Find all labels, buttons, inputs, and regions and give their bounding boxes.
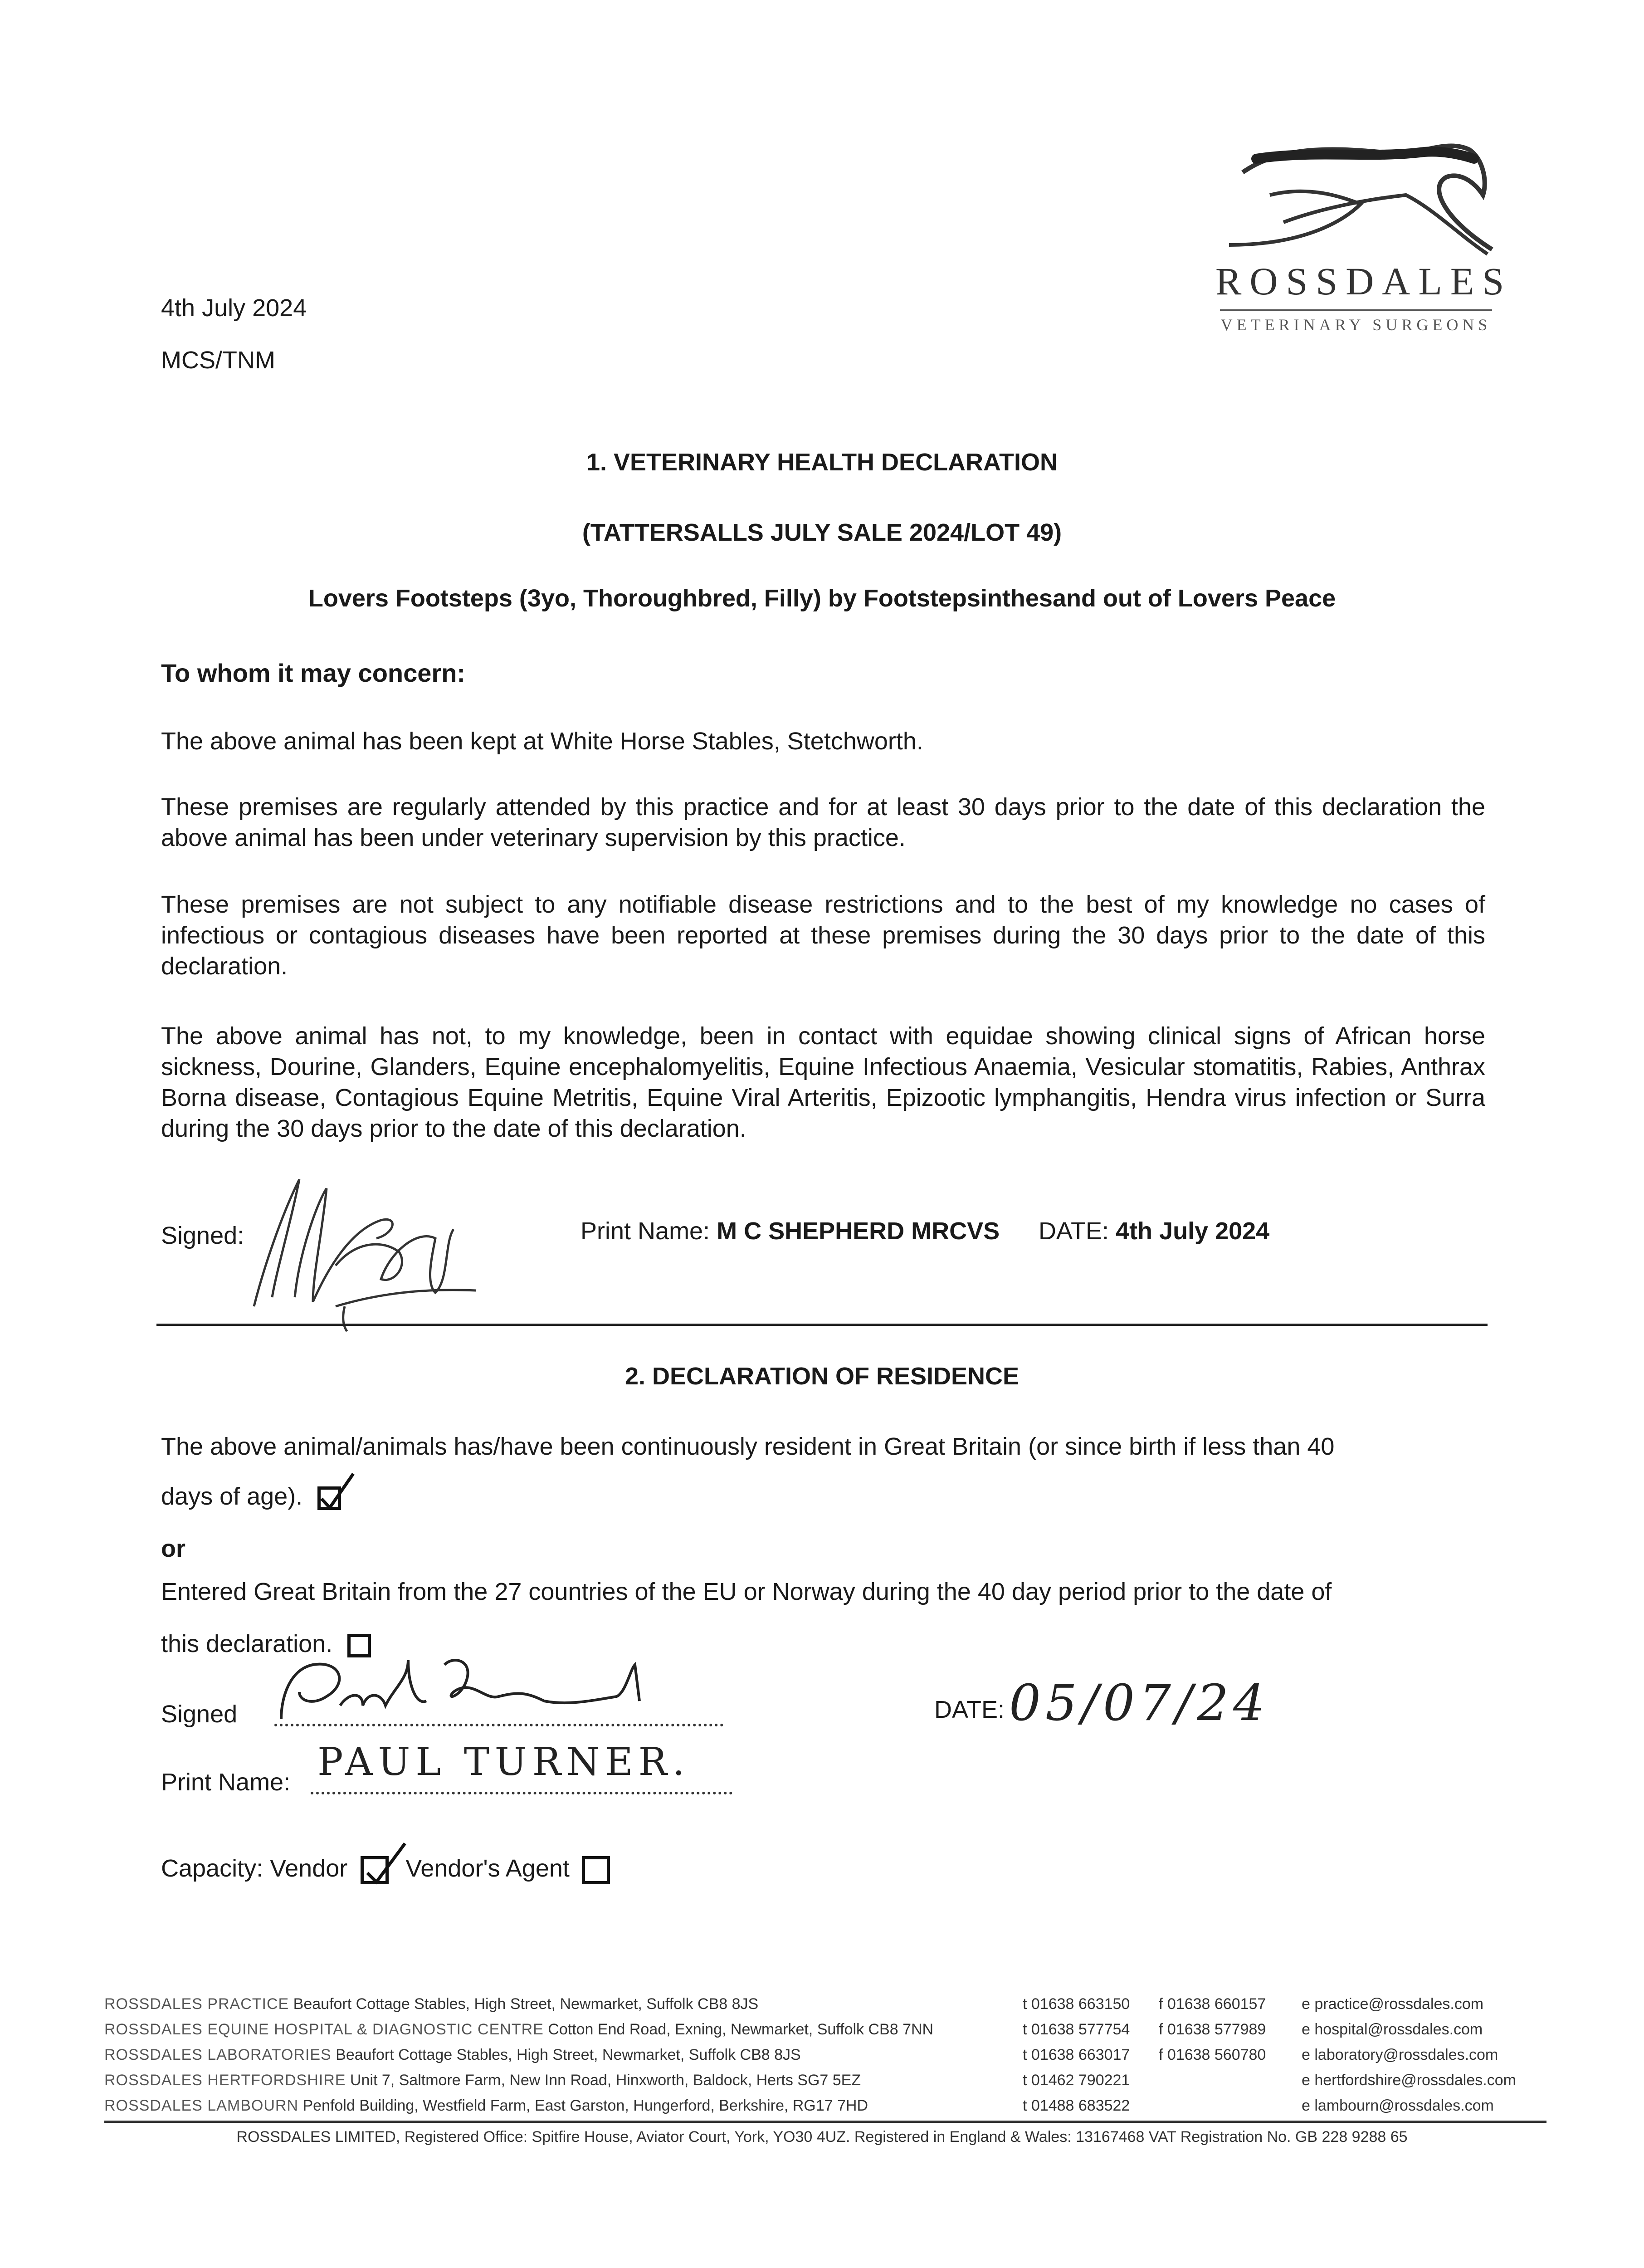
vendor-date-label: DATE: bbox=[934, 1696, 1005, 1723]
footer-phone: t 01638 663150 bbox=[1023, 1995, 1130, 2013]
paragraph-4: The above animal has not, to my knowledge, been in contact with equidae showing clinical signs of African horse sickness, Dourine, Glanders, Equine encephalomyelitis, Equine Infectious Anaemia, Vesicular stomatitis, Rabies, Anthrax Borna disease, Contagious Equine Metritis, Equine Viral Arteritis, Epizootic lymphangitis, Hendra virus infection or Surra during the 30 days prior to the date of this declaration. bbox=[161, 1022, 1485, 1142]
vendor-print-name-label: Print Name: bbox=[161, 1769, 291, 1796]
footer-row bbox=[104, 2017, 1546, 2042]
footer-phone: t 01462 790221 bbox=[1023, 2072, 1130, 2089]
letterhead-logo bbox=[1215, 132, 1512, 349]
paragraph-2: These premises are regularly attended by this practice and for at least 30 days prior to the date of this declaration the above animal has been under veterinary supervision by this practice. bbox=[161, 793, 1485, 851]
letter-reference: MCS/TNM bbox=[161, 347, 275, 374]
vet-print-name-label: Print Name: bbox=[581, 1217, 710, 1245]
residence-option-1 bbox=[161, 1481, 341, 1512]
horse-description: Lovers Footsteps (3yo, Thoroughbred, Filly) by Footstepsinthesand out of Lovers Peace bbox=[308, 585, 1336, 612]
residence-option-1-checkbox[interactable] bbox=[317, 1486, 341, 1510]
residence-option-2-text2: this declaration. bbox=[161, 1630, 333, 1657]
footer-divider bbox=[104, 2121, 1546, 2123]
vendor-print-name-handwritten: PAUL TURNER. bbox=[317, 1740, 690, 1784]
letter-date: 4th July 2024 bbox=[161, 294, 307, 322]
checkmark-icon bbox=[362, 1841, 407, 1887]
footer-email[interactable]: e hertfordshire@rossdales.com bbox=[1302, 2072, 1516, 2089]
paragraph-1: The above animal has been kept at White Horse Stables, Stetchworth. bbox=[161, 728, 923, 755]
residence-option-1-text2: days of age). bbox=[161, 1483, 303, 1510]
capacity-row bbox=[161, 1853, 610, 1884]
vendor-checkbox[interactable] bbox=[361, 1856, 389, 1884]
footer-phone: t 01638 577754 bbox=[1023, 2021, 1130, 2038]
paragraph-3: These premises are not subject to any notifiable disease restrictions and to the best of my knowledge no cases of infectious or contagious diseases have been reported at these premises during the 30 days prior to the date of this declaration. bbox=[161, 891, 1485, 980]
footer-fax: f 01638 577989 bbox=[1159, 2021, 1266, 2038]
section1-subheading: (TATTERSALLS JULY SALE 2024/LOT 49) bbox=[582, 519, 1062, 546]
logo-tagline: VETERINARY SURGEONS bbox=[1220, 316, 1492, 334]
footer-row bbox=[104, 1991, 1546, 2017]
footer-phone: t 01638 663017 bbox=[1023, 2046, 1130, 2063]
logo-name: ROSSDALES bbox=[1215, 259, 1512, 303]
footer-row-label: ROSSDALES LAMBOURN Penfold Building, Westfield Farm, East Garston, Hungerford, Berkshire, RG17 7HD bbox=[104, 2097, 868, 2114]
section-divider bbox=[156, 1324, 1488, 1326]
salutation: To whom it may concern: bbox=[161, 659, 466, 687]
vet-signed-label: Signed: bbox=[161, 1222, 244, 1249]
footer-row-label: ROSSDALES LABORATORIES Beaufort Cottage Stables, High Street, Newmarket, Suffolk CB8 8JS bbox=[104, 2046, 801, 2063]
capacity-vendor-label: Capacity: Vendor bbox=[161, 1855, 348, 1882]
residence-option-1-text: The above animal/animals has/have been continuously resident in Great Britain (or since birth if less than 40 bbox=[161, 1433, 1335, 1460]
or-label: or bbox=[161, 1535, 185, 1562]
vendor-signature bbox=[272, 1651, 680, 1728]
residence-option-2-text: Entered Great Britain from the 27 countries of the EU or Norway during the 40 day period prior to the date of bbox=[161, 1578, 1332, 1605]
footer-row bbox=[104, 2093, 1546, 2118]
footer-registered: ROSSDALES LIMITED, Registered Office: Spitfire House, Aviator Court, York, YO30 4UZ. Registered in England & Wales: 13167468 VAT Registration No. GB 228 9288 65 bbox=[236, 2128, 1408, 2146]
agent-checkbox[interactable] bbox=[582, 1856, 610, 1884]
footer-row-label: ROSSDALES HERTFORDSHIRE Unit 7, Saltmore Farm, New Inn Road, Hinxworth, Baldock, Herts SG7 5EZ bbox=[104, 2072, 861, 2089]
footer-row bbox=[104, 2068, 1546, 2093]
vet-date-label: DATE: bbox=[1039, 1217, 1109, 1245]
footer-email[interactable]: e practice@rossdales.com bbox=[1302, 1995, 1484, 2013]
vet-date bbox=[1039, 1216, 1269, 1246]
footer-row-label: ROSSDALES PRACTICE Beaufort Cottage Stables, High Street, Newmarket, Suffolk CB8 8JS bbox=[104, 1995, 759, 2013]
footer-email[interactable]: e lambourn@rossdales.com bbox=[1302, 2097, 1494, 2114]
vet-print-name bbox=[581, 1216, 1000, 1246]
vendor-date-handwritten: 05/07/24 bbox=[1009, 1674, 1270, 1732]
vet-signature bbox=[245, 1161, 499, 1334]
footer-row bbox=[104, 2042, 1546, 2068]
footer-email[interactable]: e hospital@rossdales.com bbox=[1302, 2021, 1483, 2038]
checkmark-icon bbox=[317, 1471, 358, 1512]
footer-row-label: ROSSDALES EQUINE HOSPITAL & DIAGNOSTIC CENTRE Cotton End Road, Exning, Newmarket, Suffolk CB8 7NN bbox=[104, 2021, 934, 2038]
footer-fax: f 01638 560780 bbox=[1159, 2046, 1266, 2063]
footer-fax: f 01638 660157 bbox=[1159, 1995, 1266, 2013]
horse-logo-icon bbox=[1215, 132, 1497, 268]
vendor-signed-label: Signed bbox=[161, 1701, 238, 1728]
footer-email[interactable]: e laboratory@rossdales.com bbox=[1302, 2046, 1498, 2063]
vet-date-value: 4th July 2024 bbox=[1116, 1217, 1270, 1245]
section2-heading: 2. DECLARATION OF RESIDENCE bbox=[624, 1363, 1020, 1390]
footer-phone: t 01488 683522 bbox=[1023, 2097, 1130, 2114]
capacity-agent-label: Vendor's Agent bbox=[405, 1855, 570, 1882]
footer-contacts bbox=[104, 1991, 1546, 2118]
section1-heading: 1. VETERINARY HEALTH DECLARATION bbox=[586, 449, 1058, 476]
vet-print-name-value: M C SHEPHERD MRCVS bbox=[717, 1217, 1000, 1245]
